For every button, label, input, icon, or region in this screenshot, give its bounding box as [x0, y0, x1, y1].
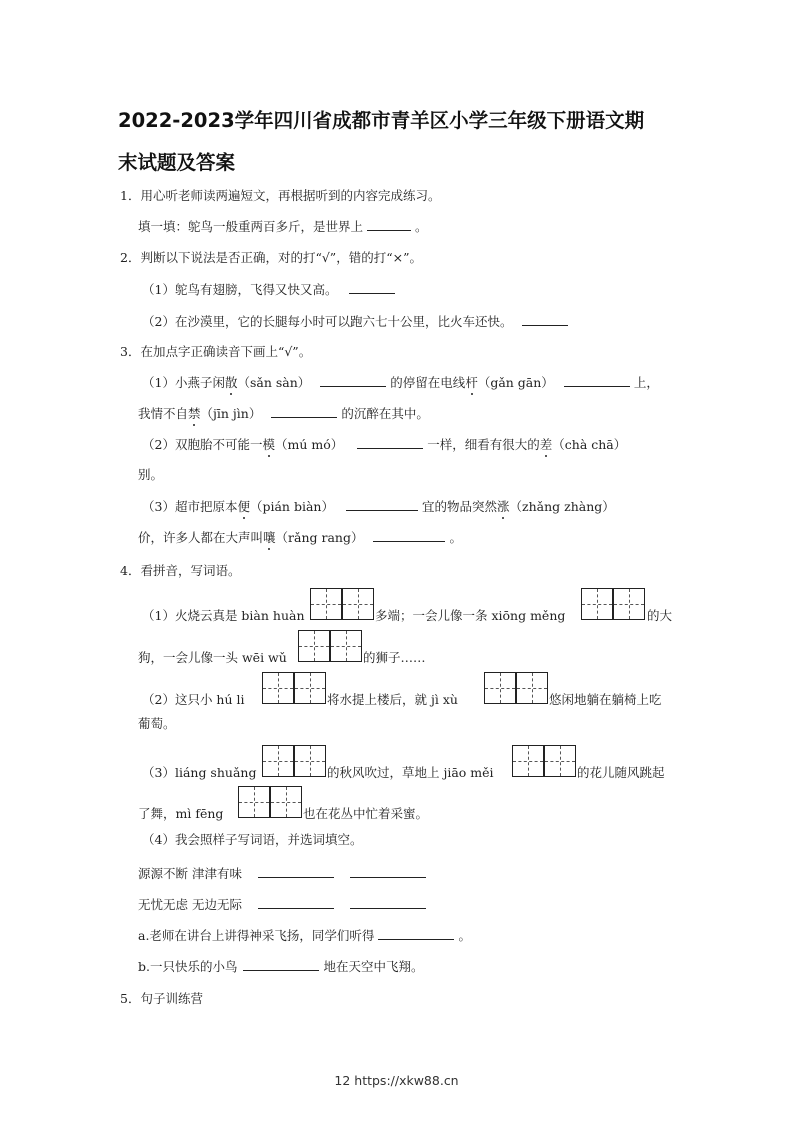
question-1-stem: 1．用心听老师读两遍短文，再根据听到的内容完成练习。 — [120, 188, 441, 203]
answer-blank[interactable] — [258, 865, 334, 878]
tianzi-box[interactable] — [294, 745, 326, 777]
q3-text: 我情不自 — [138, 406, 189, 421]
dotted-char: 禁 — [188, 406, 201, 421]
q4-line-6b: 也在花丛中忙着采蜜。 — [303, 806, 429, 821]
question-4-stem: 4．看拼音，写词语。 — [120, 563, 241, 578]
q3-pinyin: （chà chā） — [552, 437, 627, 452]
question-1-fill — [138, 218, 428, 235]
answer-blank[interactable] — [271, 405, 337, 418]
q4-line-2a: 狗，一会儿像一头 wēi wǔ — [138, 650, 287, 665]
document-title-line2: 末试题及答案 — [118, 151, 236, 174]
answer-blank[interactable] — [243, 958, 319, 971]
q3-text: 一样，细看有很大的 — [427, 437, 540, 452]
q3-pinyin: （jīn jìn） — [200, 406, 262, 421]
q4-fill-a-text: a.老师在讲台上讲得神采飞扬，同学们听得 — [138, 928, 375, 943]
question-5-stem: 5．句子训练营 — [120, 991, 203, 1006]
q4-fill-a — [138, 927, 471, 944]
tianzi-box[interactable] — [262, 745, 294, 777]
q4-example-2 — [138, 896, 430, 913]
question-2-item-2-text: （2）在沙漠里，它的长腿每小时可以跑六七十公里，比火车还快。 — [142, 314, 513, 329]
page-footer: 12 https://xkw88.cn — [334, 1073, 459, 1088]
q3-text: 的沉醉在其中。 — [341, 406, 429, 421]
answer-blank[interactable] — [564, 374, 630, 387]
answer-blank[interactable] — [349, 281, 395, 294]
q4-line-5c: 的花儿随风跳起 — [577, 765, 665, 780]
dotted-char: 嚷 — [263, 530, 276, 545]
tianzi-box[interactable] — [294, 672, 326, 704]
tianzi-box[interactable] — [262, 672, 294, 704]
q4-line-3c: 悠闲地躺在躺椅上吃 — [549, 692, 662, 707]
answer-blank[interactable] — [357, 436, 423, 449]
q3-text: 价，许多人都在大声叫 — [138, 530, 264, 545]
q3-text: 。 — [449, 530, 462, 545]
q3-text: （3）超市把原本 — [142, 499, 238, 514]
question-3-stem: 3．在加点字正确读音下画上“√”。 — [120, 344, 312, 359]
q4-line-1c: 的大 — [647, 608, 673, 623]
dotted-char: 差 — [539, 437, 553, 452]
q4-example-1-text: 源源不断 津津有味 — [138, 866, 242, 881]
answer-blank[interactable] — [350, 896, 426, 909]
q4-line-2b: 的狮子…… — [363, 650, 426, 665]
q4-example-2-text: 无忧无虑 无边无际 — [138, 897, 242, 912]
question-2-item-1 — [142, 281, 399, 298]
q4-line-5b: 的秋风吹过，草地上 jiāo měi — [327, 765, 494, 780]
question-3-line-5 — [142, 498, 615, 515]
dotted-char: 杆 — [465, 375, 478, 390]
q4-sub-4: （4）我会照样子写词语，并选词填空。 — [142, 832, 363, 847]
q3-pinyin: （zhǎng zhàng） — [509, 499, 615, 514]
question-2-item-1-text: （1）鸵鸟有翅膀，飞得又快又高。 — [142, 282, 338, 297]
question-2-item-2 — [142, 313, 572, 330]
q4-line-6a: 了舞，mì fēng — [138, 806, 224, 821]
question-3-line-6 — [138, 529, 462, 546]
question-3-line-4: 别。 — [138, 467, 164, 482]
dotted-char: 散 — [224, 375, 238, 390]
answer-blank[interactable] — [378, 927, 454, 940]
tianzi-box[interactable] — [238, 786, 270, 818]
tianzi-box[interactable] — [613, 588, 645, 620]
dotted-char: 便 — [237, 499, 250, 514]
question-2-stem: 2．判断以下说法是否正确，对的打“√”，错的打“×”。 — [120, 250, 422, 265]
tianzi-box[interactable] — [298, 630, 330, 662]
tianzi-box[interactable] — [512, 745, 544, 777]
dotted-char: 模 — [262, 437, 275, 452]
dotted-char: 涨 — [496, 499, 510, 514]
answer-blank[interactable] — [367, 218, 411, 231]
question-3-line-3 — [142, 436, 626, 453]
q4-example-1 — [138, 865, 430, 882]
q3-pinyin: （rǎng rang） — [275, 530, 364, 545]
q3-pinyin: （sǎn sàn） — [237, 375, 311, 390]
tianzi-box[interactable] — [310, 588, 342, 620]
tianzi-box[interactable] — [484, 672, 516, 704]
q3-text: 宜的物品突然 — [421, 499, 497, 514]
question-1-fill-text: 填一填：鸵鸟一般重两百多斤，是世界上 — [138, 219, 364, 234]
answer-blank[interactable] — [346, 498, 418, 511]
q4-line-3b: 将水提上楼后，就 jì xù — [327, 692, 458, 707]
q4-line-1a: （1）火烧云真是 biàn huàn — [142, 608, 305, 623]
tianzi-box[interactable] — [544, 745, 576, 777]
answer-blank[interactable] — [320, 374, 386, 387]
tianzi-box[interactable] — [330, 630, 362, 662]
answer-blank[interactable] — [522, 313, 568, 326]
q3-text: 的停留在电线 — [390, 375, 466, 390]
q4-line-3a: （2）这只小 hú li — [142, 692, 245, 707]
question-3-line-1 — [142, 374, 659, 391]
q4-fill-b-end: 地在天空中飞翔。 — [323, 959, 424, 974]
question-1-end: 。 — [415, 219, 428, 234]
tianzi-box[interactable] — [516, 672, 548, 704]
tianzi-box[interactable] — [581, 588, 613, 620]
answer-blank[interactable] — [373, 529, 445, 542]
q4-fill-b — [138, 958, 424, 975]
q4-fill-a-end: 。 — [458, 928, 471, 943]
q3-text: （1）小燕子闲 — [142, 375, 225, 390]
q3-text: 上， — [633, 375, 659, 390]
tianzi-box[interactable] — [342, 588, 374, 620]
q4-fill-b-text: b.一只快乐的小鸟 — [138, 959, 238, 974]
q4-line-1b: 多端；一会儿像一条 xiōng měng — [375, 608, 566, 623]
answer-blank[interactable] — [350, 865, 426, 878]
document-title-line1: 2022-2023学年四川省成都市青羊区小学三年级下册语文期 — [118, 109, 645, 132]
tianzi-box[interactable] — [270, 786, 302, 818]
q4-line-5a: （3）liáng shuǎng — [142, 765, 257, 780]
q3-pinyin: （mú mó） — [274, 437, 344, 452]
question-3-line-2 — [138, 405, 429, 422]
q3-pinyin: （gǎn gān） — [477, 375, 554, 390]
q3-pinyin: （pián biàn） — [249, 499, 334, 514]
q4-line-4: 葡萄。 — [138, 716, 176, 731]
q3-text: （2）双胞胎不可能一 — [142, 437, 263, 452]
answer-blank[interactable] — [258, 896, 334, 909]
